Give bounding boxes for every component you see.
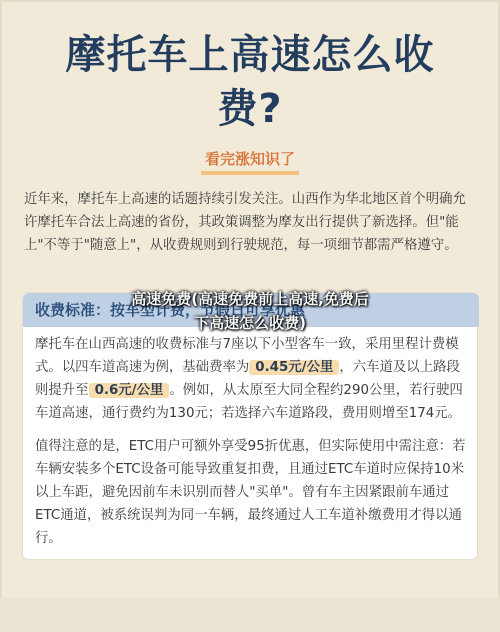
overlay-caption — [62, 287, 438, 335]
fee-paragraph-2: 值得注意的是，ETC用户可额外享受95折优惠，但实际使用中需注意：若车辆安装多个ETC设备可能导致重复扣费，且通过ETC车道时应保持10米以上车距，避免因前车未识别而替人"买单"。曾有车主因紧跟前车通过ETC通道，被系统误判为同一车辆，最终通过人工车道补缴费用才得以通行。 — [35, 439, 466, 546]
page-title — [0, 28, 500, 136]
bottom-band — [0, 598, 500, 632]
page-title-line-1: 摩托车上高速怎么收 — [65, 32, 435, 78]
subtitle: 看完涨知识了 — [201, 148, 299, 175]
overlay-caption-line-2: 下高速怎么收费) — [194, 314, 306, 332]
fee-text-b: ，六车道及以上路段则提升至 — [35, 360, 460, 398]
overlay-caption-line-1: 高速免费(高速免费前上高速,免费后 — [131, 290, 369, 308]
rate-badge-4-lane: 0.45元/公里 — [249, 360, 339, 375]
fee-card-body — [35, 333, 467, 550]
fee-card-header-text: 收费标准：按车型计费，节假日可享优惠 — [35, 301, 306, 319]
subtitle-wrap — [0, 148, 500, 175]
fee-text-c: 。例如，从太原至大同全程约290公里，若行驶四车道高速，通行费约为130元；若选择六车道路段，费用则增至174元。 — [35, 383, 463, 421]
intro-paragraph: 近年来，摩托车上高速的话题持续引发关注。山西作为华北地区首个明确允许摩托车合法上高速的省份，其政策调整为摩友出行提供了新选择。但"能上"不等于"随意上"，从收费规则到行驶规范，每一项细节都需严格遵守。 — [24, 192, 466, 253]
rate-badge-6-lane: 0.6元/公里 — [89, 383, 170, 398]
fee-paragraph-1 — [35, 333, 467, 425]
page-title-line-2: 费? — [217, 86, 283, 132]
fee-text-a: 摩托车在山西高速的收费标准与7座以下小型客车一致，采用里程计费模式。以四车道高速为例，基础费率为 — [35, 337, 459, 375]
